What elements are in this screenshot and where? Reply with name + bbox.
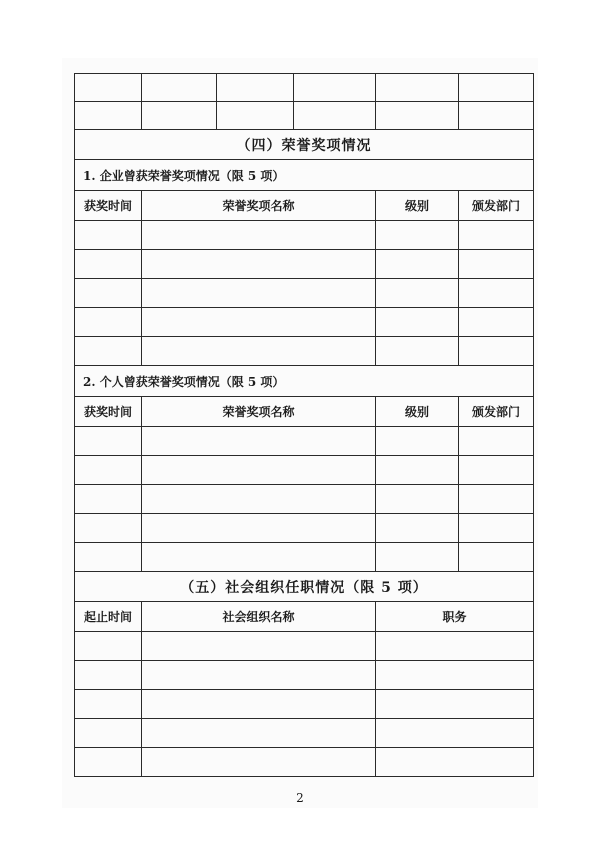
table-cell[interactable] <box>376 102 459 130</box>
table-cell[interactable] <box>142 485 376 514</box>
section-row <box>75 130 534 160</box>
table-cell[interactable] <box>459 74 534 102</box>
table-cell[interactable] <box>75 719 142 748</box>
table-cell[interactable] <box>142 514 376 543</box>
table-cell[interactable] <box>459 543 534 572</box>
table-cell[interactable] <box>376 661 534 690</box>
table-cell[interactable] <box>376 719 534 748</box>
table-cell[interactable] <box>459 102 534 130</box>
form-table <box>74 73 534 777</box>
table-cell[interactable] <box>459 337 534 366</box>
subsection-title-personal-honors: 2. 个人曾获荣誉奖项情况（限 5 项） <box>75 366 534 397</box>
table-cell[interactable] <box>294 74 376 102</box>
table-cell[interactable] <box>142 456 376 485</box>
column-header: 职务 <box>376 602 534 632</box>
table-cell[interactable] <box>142 661 376 690</box>
table-cell[interactable] <box>142 690 376 719</box>
table-cell[interactable] <box>75 543 142 572</box>
table-cell[interactable] <box>75 308 142 337</box>
column-header: 荣誉奖项名称 <box>142 191 376 221</box>
table-cell[interactable] <box>376 485 459 514</box>
table-cell[interactable] <box>217 102 294 130</box>
table-row <box>75 221 534 250</box>
table-cell[interactable] <box>75 748 142 777</box>
section-title-social-orgs: （五）社会组织任职情况（限 5 项） <box>75 572 534 602</box>
table-cell[interactable] <box>459 221 534 250</box>
table-row <box>75 719 534 748</box>
table-row <box>75 514 534 543</box>
table-cell[interactable] <box>75 690 142 719</box>
table-row <box>75 102 534 130</box>
table-cell[interactable] <box>459 250 534 279</box>
table-cell[interactable] <box>75 279 142 308</box>
section-title-honors: （四）荣誉奖项情况 <box>75 130 534 160</box>
table-row <box>75 427 534 456</box>
column-header: 起止时间 <box>75 602 142 632</box>
column-header: 级别 <box>376 191 459 221</box>
table-cell[interactable] <box>376 748 534 777</box>
table-cell[interactable] <box>459 514 534 543</box>
header-row <box>75 191 534 221</box>
table-cell[interactable] <box>376 337 459 366</box>
table-cell[interactable] <box>459 485 534 514</box>
table-cell[interactable] <box>142 308 376 337</box>
table-row <box>75 74 534 102</box>
table-cell[interactable] <box>142 632 376 661</box>
table-cell[interactable] <box>142 543 376 572</box>
table-cell[interactable] <box>142 719 376 748</box>
table-cell[interactable] <box>75 485 142 514</box>
subsection-row <box>75 160 534 191</box>
table-row <box>75 456 534 485</box>
table-cell[interactable] <box>376 632 534 661</box>
table-row <box>75 661 534 690</box>
column-header: 级别 <box>376 397 459 427</box>
table-row <box>75 748 534 777</box>
table-cell[interactable] <box>142 427 376 456</box>
table-cell[interactable] <box>142 748 376 777</box>
column-header: 颁发部门 <box>459 397 534 427</box>
table-cell[interactable] <box>75 337 142 366</box>
table-row <box>75 308 534 337</box>
subsection-title-company-honors: 1. 企业曾获荣誉奖项情况（限 5 项） <box>75 160 534 191</box>
page-number: 2 <box>296 791 304 805</box>
table-cell[interactable] <box>376 279 459 308</box>
table-cell[interactable] <box>376 543 459 572</box>
table-cell[interactable] <box>75 102 142 130</box>
table-cell[interactable] <box>142 337 376 366</box>
table-cell[interactable] <box>376 74 459 102</box>
table-cell[interactable] <box>294 102 376 130</box>
column-header: 获奖时间 <box>75 397 142 427</box>
header-row <box>75 397 534 427</box>
section-row <box>75 572 534 602</box>
table-cell[interactable] <box>75 250 142 279</box>
table-cell[interactable] <box>75 74 142 102</box>
column-header: 荣誉奖项名称 <box>142 397 376 427</box>
table-cell[interactable] <box>459 456 534 485</box>
table-cell[interactable] <box>142 250 376 279</box>
table-cell[interactable] <box>142 221 376 250</box>
table-cell[interactable] <box>376 221 459 250</box>
table-cell[interactable] <box>459 427 534 456</box>
table-row <box>75 690 534 719</box>
table-cell[interactable] <box>376 250 459 279</box>
table-cell[interactable] <box>142 102 217 130</box>
subsection-row <box>75 366 534 397</box>
table-cell[interactable] <box>459 279 534 308</box>
table-cell[interactable] <box>376 427 459 456</box>
table-cell[interactable] <box>142 74 217 102</box>
table-row <box>75 543 534 572</box>
table-cell[interactable] <box>75 632 142 661</box>
column-header: 获奖时间 <box>75 191 142 221</box>
table-cell[interactable] <box>376 456 459 485</box>
table-row <box>75 279 534 308</box>
table-cell[interactable] <box>75 514 142 543</box>
column-header: 社会组织名称 <box>142 602 376 632</box>
table-cell[interactable] <box>217 74 294 102</box>
table-row <box>75 485 534 514</box>
table-cell[interactable] <box>75 221 142 250</box>
table-cell[interactable] <box>376 514 459 543</box>
table-row <box>75 632 534 661</box>
header-row <box>75 602 534 632</box>
column-header: 颁发部门 <box>459 191 534 221</box>
table-cell[interactable] <box>459 308 534 337</box>
table-cell[interactable] <box>75 661 142 690</box>
table-cell[interactable] <box>75 456 142 485</box>
table-cell[interactable] <box>75 427 142 456</box>
table-row <box>75 337 534 366</box>
table-row <box>75 250 534 279</box>
table-cell[interactable] <box>376 690 534 719</box>
table-cell[interactable] <box>376 308 459 337</box>
table-cell[interactable] <box>142 279 376 308</box>
